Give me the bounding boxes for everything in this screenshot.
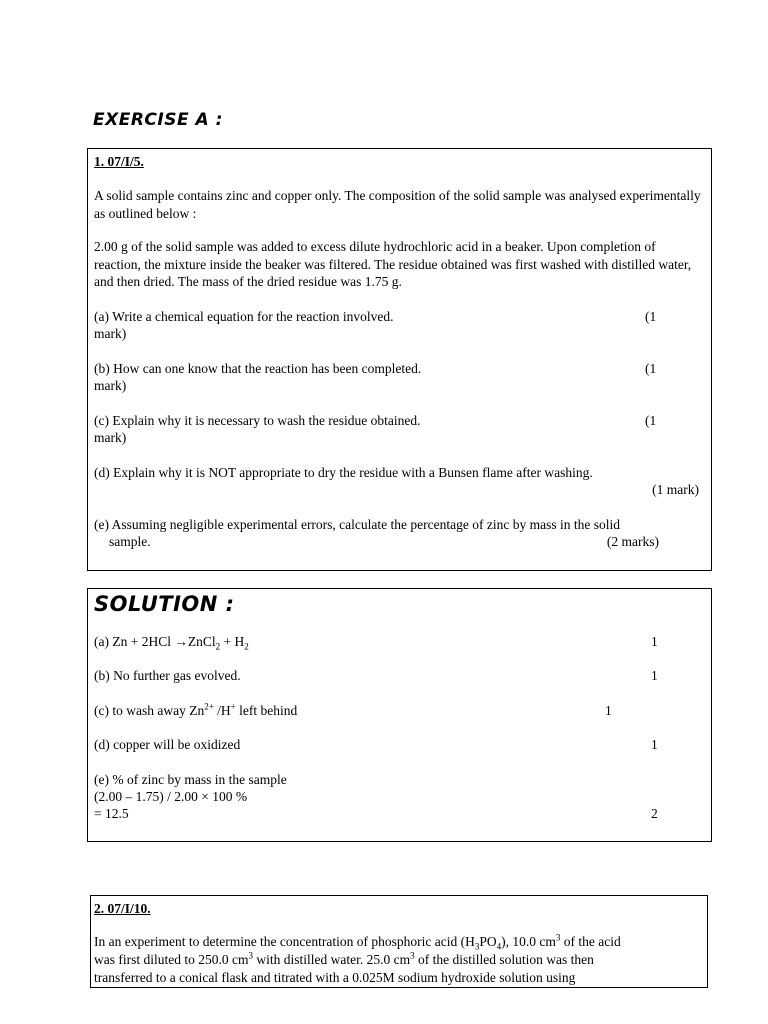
question-2-box <box>90 895 708 988</box>
part-c <box>94 412 705 447</box>
part-e-cont: sample. <box>109 534 151 549</box>
part-e-mark: (2 marks) <box>606 534 659 549</box>
solution-box <box>87 588 712 842</box>
solution-d-mark: 1 <box>651 737 658 752</box>
solution-a-mark: 1 <box>651 634 658 649</box>
solution-c-mark: 1 <box>605 703 612 718</box>
part-a <box>94 308 705 343</box>
solution-c: (c) to wash away $Zn^{2+}$ /H+ left behind 1 <box>94 701 612 718</box>
part-c-mark-cont: mark) <box>94 430 127 445</box>
part-d <box>94 464 705 499</box>
solution-title: SOLUTION : <box>94 592 235 616</box>
part-d-text: (d) Explain why it is NOT appropriate to dry the residue with a Bunsen flame after washing. <box>94 464 593 480</box>
part-a-mark: (1 <box>645 308 657 324</box>
solution-e: (e) % of zinc by mass in the sample (2.00 – 1.75) / 2.00 × 100 % = 12.5 2 <box>94 772 658 821</box>
part-b-mark: (1 <box>645 360 657 376</box>
part-a-mark-cont: mark) <box>94 326 127 341</box>
part-d-mark: (1 mark) <box>652 482 699 497</box>
part-e <box>94 516 705 551</box>
part-c-text: (c) Explain why it is necessary to wash the residue obtained. <box>94 412 421 428</box>
solution-b: (b) No further gas evolved. 1 <box>94 668 658 683</box>
part-c-mark: (1 <box>645 412 657 428</box>
solution-a: (a) Zn + 2HCl →ZnCl$_2$ + $H_2$ 1 <box>94 634 658 652</box>
exercise-heading: EXERCISE A : <box>93 110 223 130</box>
question-intro: A solid sample contains zinc and copper only. The composition of the solid sample was analysed experimentally as outlined below : <box>94 188 701 221</box>
part-a-text: (a) Write a chemical equation for the reaction involved. <box>94 308 394 324</box>
question-2-text: In an experiment to determine the concentration of phosphoric acid $(H_3PO_4)$, 10.0 $cm^3$ of the acid was first diluted to 250.0 $cm^3$ with distilled water. 25.0 $cm^3$ of the distilled solution was then transferred to a conical flask and titrated with a 0.025M sodium hydroxide solution using <box>94 932 621 985</box>
arrow-icon: → <box>174 634 188 649</box>
part-b-mark-cont: mark) <box>94 378 127 393</box>
solution-e-mark: 2 <box>651 806 658 821</box>
question-number: 1. 07/I/5. <box>94 154 144 169</box>
solution-b-mark: 1 <box>651 668 658 683</box>
part-b-text: (b) How can one know that the reaction has been completed. <box>94 360 422 376</box>
part-e-text: (e) Assuming negligible experimental errors, calculate the percentage of zinc by mass in the solid <box>94 516 620 532</box>
question-procedure: 2.00 g of the solid sample was added to excess dilute hydrochloric acid in a beaker. Upon completion of reaction, the mixture inside the beaker was filtered. The residue obtained was first washed with distilled water, and then dried. The mass of the dried residue was 1.75 g. <box>94 239 692 289</box>
solution-d: (d) copper will be oxidized 1 <box>94 737 658 752</box>
question-1-box <box>87 148 712 571</box>
question-2-number: 2. 07/I/10. <box>94 901 151 916</box>
part-b <box>94 360 705 395</box>
